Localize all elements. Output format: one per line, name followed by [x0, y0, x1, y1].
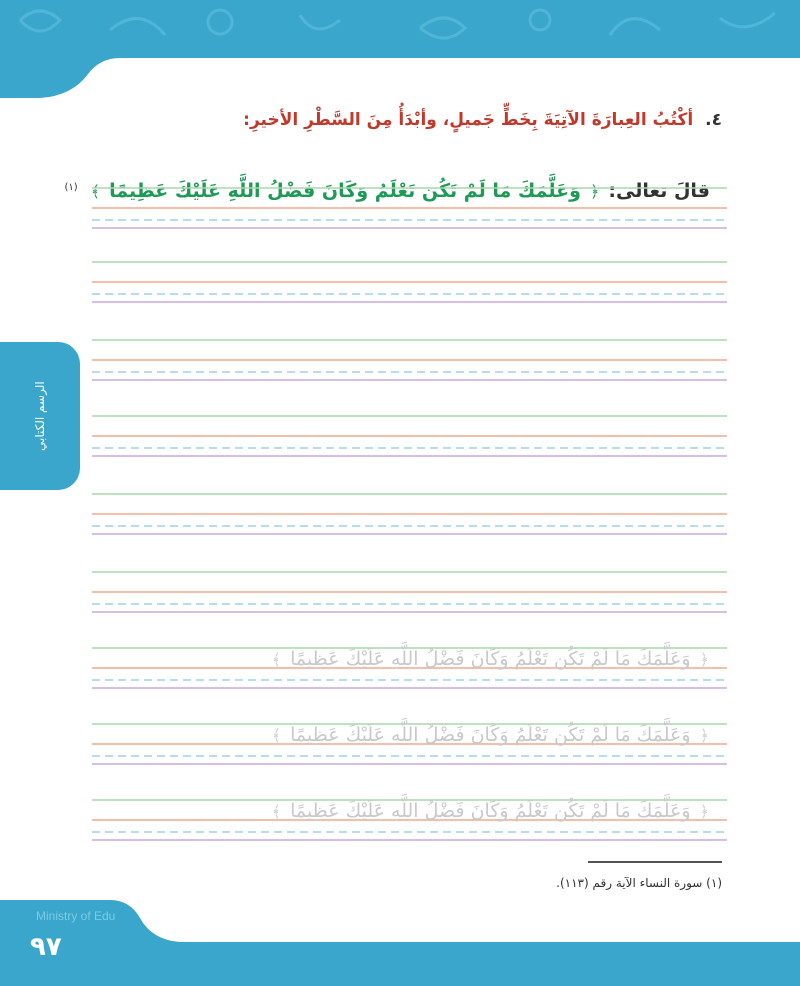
trace-bracket-close: ﴾ — [271, 726, 282, 745]
trace-bracket-open: ﴿ — [699, 650, 709, 669]
trace-bracket-close: ﴾ — [271, 650, 282, 669]
exercise-number: ٤. — [705, 110, 722, 130]
trace-bracket-open: ﴿ — [699, 802, 709, 821]
ministry-watermark: Ministry of Edu — [36, 909, 116, 923]
tracing-row-2 — [269, 724, 712, 746]
footnote-rule — [588, 861, 722, 863]
verse-text: وَعَلَّمَكَ مَا لَمْ تَكُن تَعْلَمُ وَكَانَ فَضْلُ اللَّهِ عَلَيْكَ عَظِيمًا — [109, 180, 581, 202]
verse-line — [64, 180, 710, 202]
exercise-instruction — [243, 110, 722, 130]
tracing-row-1 — [269, 648, 712, 670]
page-number: ٩٧ — [30, 932, 62, 962]
side-tab-label: الرسم الكتابي — [33, 381, 47, 451]
verse-bracket-open: ﴿ — [589, 182, 600, 201]
verse-bracket-close: ﴾ — [90, 182, 101, 201]
instruction-text: أكْتُبُ العِبارَةَ الآتِيَةَ بِخَطٍّ جَميلٍ، وأبْدَأُ مِنَ السَّطْرِ الأخيرِ: — [243, 110, 694, 130]
trace-text: وَعَلَّمَكَ مَا لَمْ تَكُن تَعْلَمُ وَكَانَ فَضْلُ اللَّهِ عَلَيْكَ عَظِيمًا — [290, 648, 691, 670]
tracing-row-3 — [269, 800, 712, 822]
side-tab — [0, 342, 80, 490]
trace-text: وَعَلَّمَكَ مَا لَمْ تَكُن تَعْلَمُ وَكَانَ فَضْلُ اللَّهِ عَلَيْكَ عَظِيمًا — [290, 724, 691, 746]
footnote: (١) سورة النساء الآية رقم (١١٣). — [556, 876, 722, 890]
footnote-mark: (١) — [64, 181, 78, 193]
trace-bracket-open: ﴿ — [699, 726, 709, 745]
trace-bracket-close: ﴾ — [271, 802, 282, 821]
verse-intro: قالَ تعالى: — [608, 180, 710, 202]
top-banner — [0, 0, 800, 100]
bottom-band — [0, 900, 800, 986]
trace-text: وَعَلَّمَكَ مَا لَمْ تَكُن تَعْلَمُ وَكَانَ فَضْلُ اللَّهِ عَلَيْكَ عَظِيمًا — [290, 800, 691, 822]
